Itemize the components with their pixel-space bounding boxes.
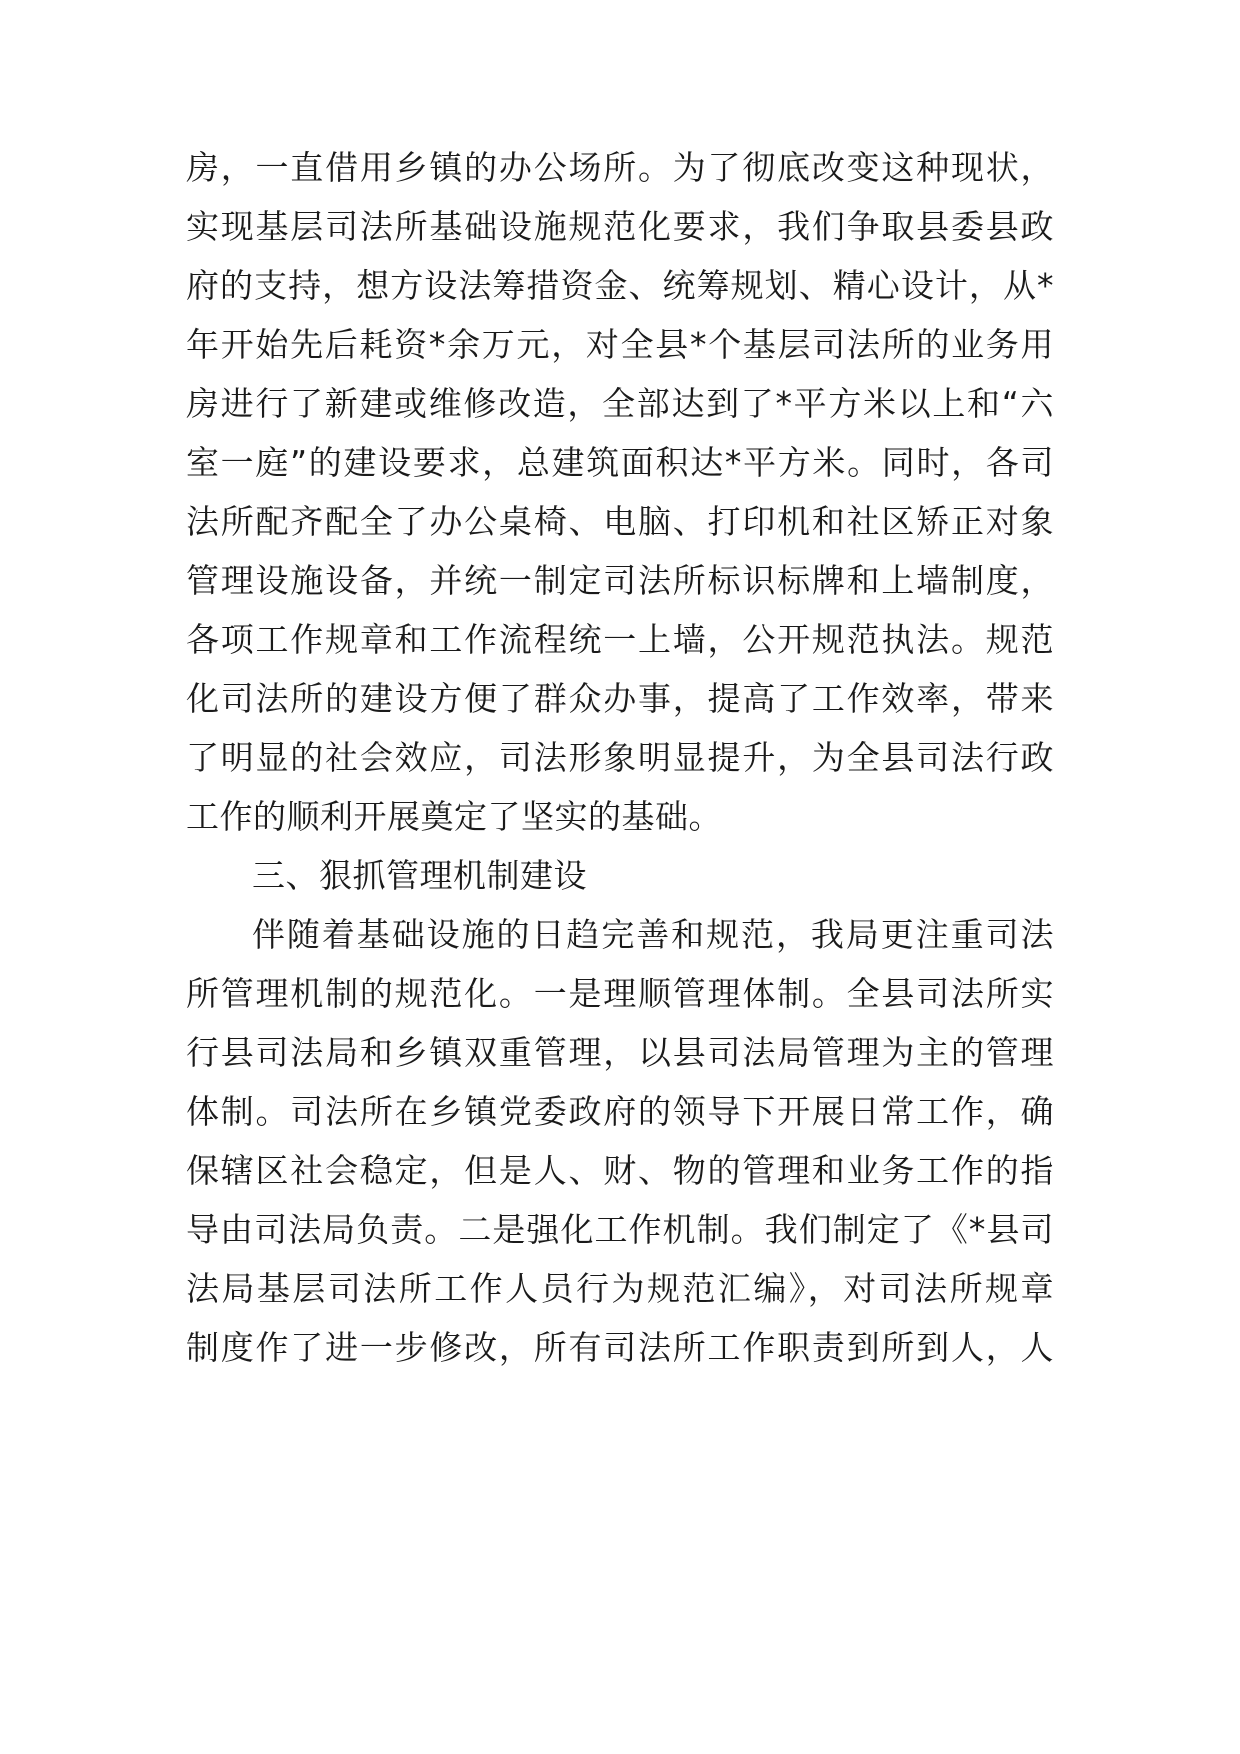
text-line: 所管理机制的规范化。一是理顺管理体制。全县司法所实 [186,974,1054,1013]
text-line: 导由司法局负责。二是强化工作机制。我们制定了《*县司 [186,1210,1054,1249]
text-line: 行县司法局和乡镇双重管理，以县司法局管理为主的管理 [186,1033,1054,1072]
text-line: 管理设施设备，并统一制定司法所标识标牌和上墙制度， [186,561,1054,600]
text-line: 府的支持，想方设法筹措资金、统筹规划、精心设计，从* [186,266,1054,305]
text-line: 保辖区社会稳定，但是人、财、物的管理和业务工作的指 [186,1151,1054,1190]
section-heading: 三、狠抓管理机制建设 [252,856,587,895]
text-line: 房进行了新建或维修改造，全部达到了*平方米以上和“六 [186,384,1054,423]
text-line: 各项工作规章和工作流程统一上墙，公开规范执法。规范 [186,620,1054,659]
text-line: 工作的顺利开展奠定了坚实的基础。 [186,797,722,836]
text-line: 体制。司法所在乡镇党委政府的领导下开展日常工作，确 [186,1092,1054,1131]
text-line: 室一庭”的建设要求，总建筑面积达*平方米。同时，各司 [186,443,1054,482]
text-line: 年开始先后耗资*余万元，对全县*个基层司法所的业务用 [186,325,1054,364]
text-line: 法局基层司法所工作人员行为规范汇编》，对司法所规章 [186,1269,1054,1308]
text-line: 法所配齐配全了办公桌椅、电脑、打印机和社区矫正对象 [186,502,1054,541]
text-line: 制度作了进一步修改，所有司法所工作职责到所到人，人 [186,1328,1054,1367]
text-line: 化司法所的建设方便了群众办事，提高了工作效率，带来 [186,679,1054,718]
text-line: 伴随着基础设施的日趋完善和规范，我局更注重司法 [252,915,1054,954]
text-line: 房，一直借用乡镇的办公场所。为了彻底改变这种现状， [186,148,1054,187]
text-line: 了明显的社会效应，司法形象明显提升，为全县司法行政 [186,738,1054,777]
text-line: 实现基层司法所基础设施规范化要求，我们争取县委县政 [186,207,1054,246]
